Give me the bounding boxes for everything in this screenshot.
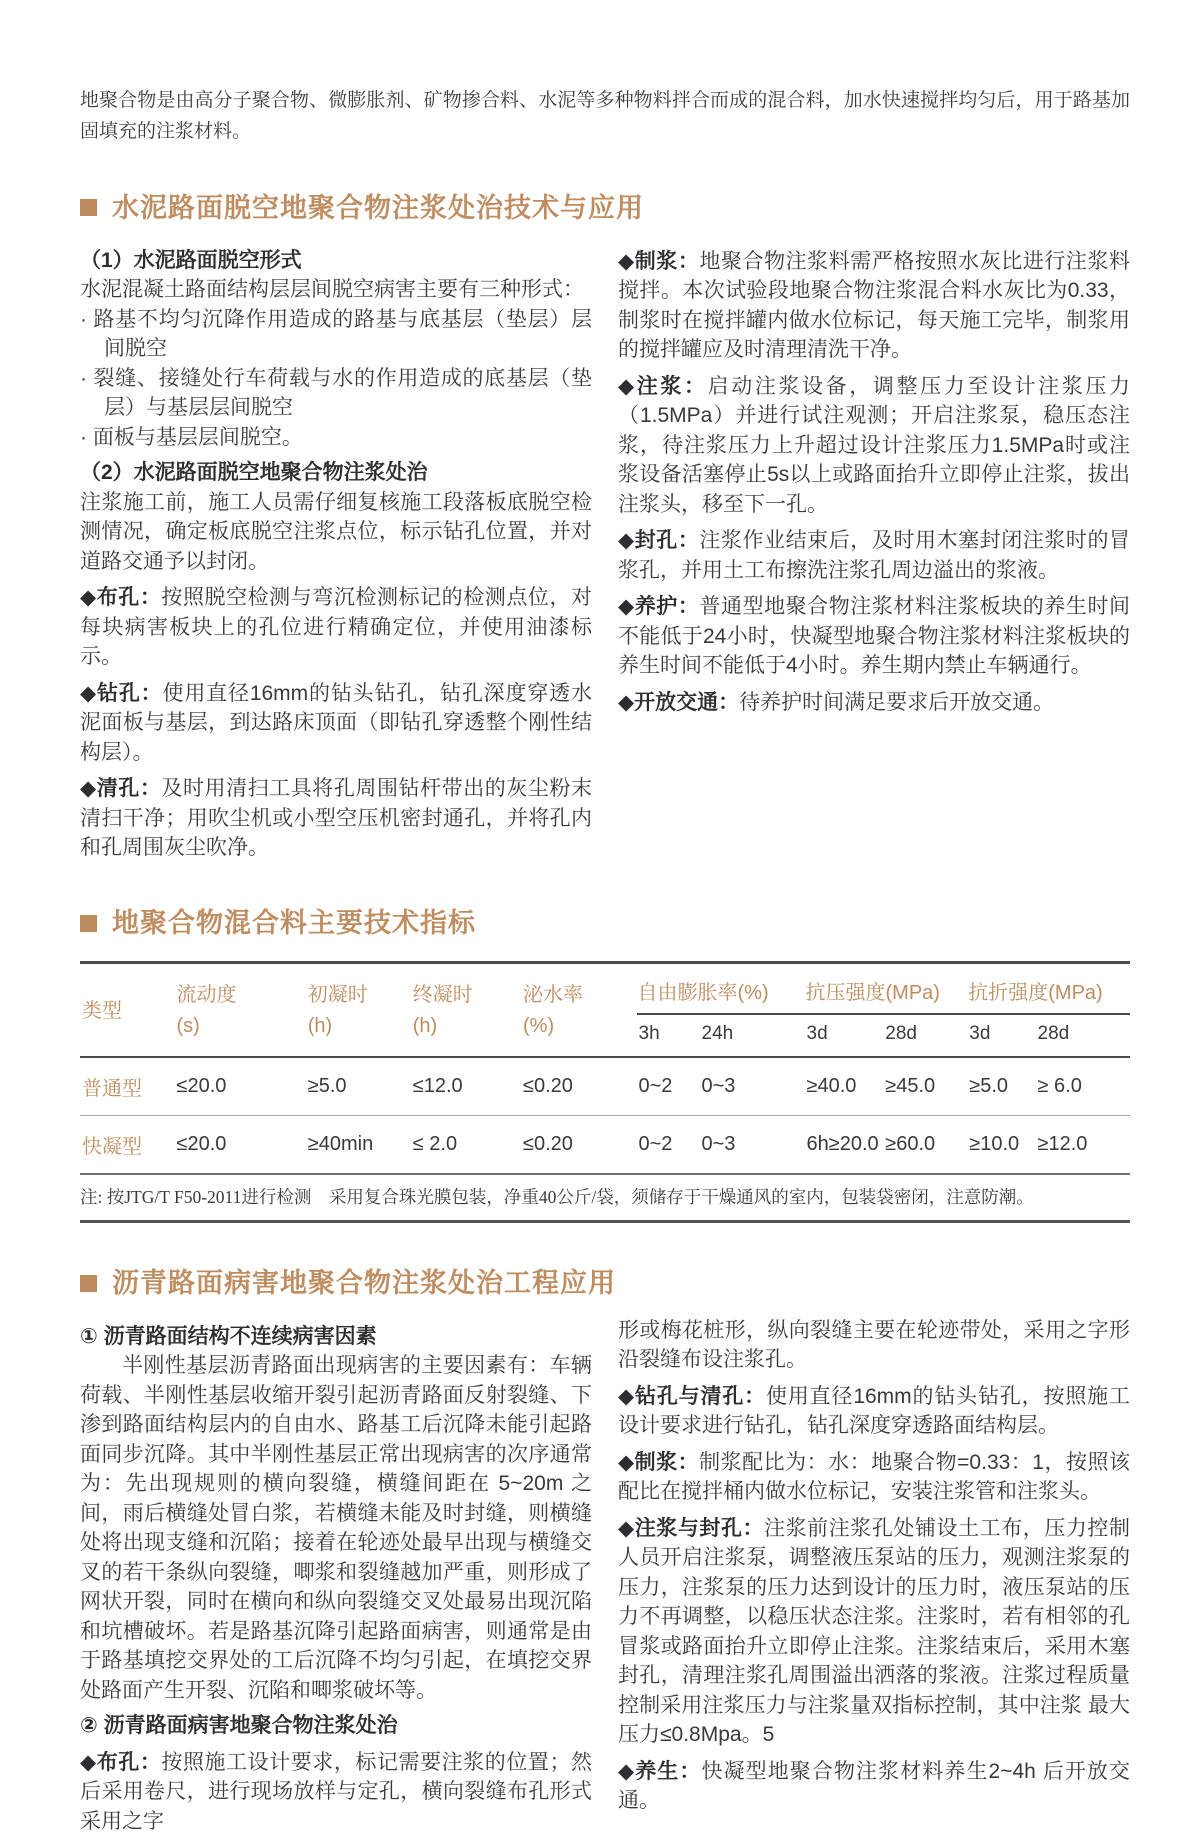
table-sub-header: 28d — [1037, 1023, 1070, 1045]
step-label: ◆钻孔与清孔： — [618, 1384, 766, 1408]
table-cell: ≥12.0 — [1037, 1133, 1088, 1156]
table-column-header: 初凝时 (h) — [307, 984, 368, 1038]
step-block: ◆制浆：制浆配比为：水：地聚合物=0.33：1，按照该配比在搅拌桶内做水位标记，安装注浆管和注浆头。 — [618, 1450, 1130, 1504]
step-block: ◆钻孔：使用直径16mm的钻头钻孔，钻孔深度穿透水泥面板与基层，到达路床顶面（即钻孔穿透整个刚性结构层）。 — [80, 681, 592, 764]
spec-table-head — [80, 963, 1130, 1058]
step-label: ◆制浆： — [618, 1450, 700, 1474]
table-group-header: 抗压强度(MPa) — [805, 963, 968, 1015]
numhead-block: ① 沥青路面结构不连续病害因素 — [80, 1324, 377, 1348]
step-block: ◆清孔：及时用清扫工具将孔周围钻杆带出的灰尘粉末清扫干净；用吹尘机或小型空压机密封通孔，并将孔内和孔周围灰尘吹净。 — [80, 777, 592, 860]
table-row — [80, 1057, 1130, 1116]
table-sub-header: 28d — [885, 1023, 917, 1045]
step-block: ◆注浆与封孔：注浆前注浆孔处铺设土工布，压力控制人员开启注浆泵，调整液压泵站的压力，观测注浆泵的压力，注浆泵的压力达到设计的压力时，液压泵站的压力不再调整，以稳压状态注浆。注浆时，若有相邻的孔冒浆或路面抬升立即停止注浆。注浆结束后，采用木塞封孔，清理注浆孔周围溢出洒落的浆液。注浆过程质量控制采用注浆压力与注浆量双指标控制，其中注浆 最大压力≤0.8Mpa。5 — [618, 1516, 1130, 1747]
step-label: ◆注浆： — [618, 374, 708, 398]
table-row-label: 快凝型 — [82, 1136, 142, 1159]
subhead-block: （1）水泥路面脱空形式 — [80, 248, 302, 272]
section3-title — [80, 1267, 1130, 1299]
table-cell: ≤20.0 — [176, 1133, 227, 1156]
table-cell: ≤0.20 — [523, 1133, 573, 1156]
section1-title — [80, 192, 1130, 224]
step-block: ◆布孔：按照脱空检测与弯沉检测标记的检测点位，对每块病害板块上的孔位进行精确定位，并使用油漆标示。 — [80, 586, 592, 669]
table-cell: ≥10.0 — [969, 1133, 1020, 1156]
table-column-header: 类型 — [82, 999, 122, 1022]
step-block: ◆养护：普通型地聚合物注浆材料注浆板块的养生时间不能低于24小时，快凝型地聚合物注浆材料注浆板块的养生时间不能低于4小时。养生期内禁止车辆通行。 — [618, 595, 1130, 678]
table-cell: 0~3 — [701, 1075, 736, 1098]
step-label: ◆开放交通： — [618, 690, 740, 714]
bullet-block: · 路基不均匀沉降作用造成的路基与底基层（垫层）层间脱空 — [80, 307, 592, 361]
section-marker-square-icon — [80, 199, 97, 216]
table-sub-header: 24h — [701, 1023, 734, 1045]
step-block: ◆制浆：地聚合物注浆料需严格按照水灰比进行注浆料搅拌。本次试验段地聚合物注浆混合料水灰比为0.33，制浆时在搅拌罐内做水位标记，每天施工完毕，制浆用的搅拌罐应及时清理清洗干净。 — [618, 249, 1130, 362]
step-block: ◆布孔：按照施工设计要求，标记需要注浆的位置；然后采用卷尺，进行现场放样与定孔，横向裂缝布孔形式采用之字 — [80, 1750, 592, 1833]
section3-right-column — [618, 1316, 1130, 1836]
table-cell: 0~2 — [638, 1133, 673, 1156]
table-cell: ≤0.20 — [523, 1075, 573, 1098]
section3-columns — [80, 1316, 1130, 1836]
table-cell: ≤12.0 — [412, 1075, 463, 1098]
step-label: ◆钻孔： — [80, 681, 163, 705]
table-cell: ≤20.0 — [176, 1075, 227, 1098]
step-block: ◆封孔：注浆作业结束后，及时用木塞封闭注浆时的冒浆孔，并用土工布擦洗注浆孔周边溢出的浆液。 — [618, 529, 1130, 582]
table-cell: ≥45.0 — [885, 1075, 936, 1098]
section-marker-square-icon — [80, 915, 97, 932]
section1-left-column — [80, 240, 592, 863]
bullet-block: · 裂缝、接缝处行车荷载与水的作用造成的底基层（垫层）与基层层间脱空 — [80, 366, 592, 420]
section1-columns — [80, 240, 1130, 863]
table-group-header: 抗折强度(MPa) — [967, 963, 1130, 1015]
subhead-block: （2）水泥路面脱空地聚合物注浆处治 — [80, 461, 428, 485]
para-block: 水泥混凝土路面结构层层间脱空病害主要有三种形式： — [80, 278, 584, 302]
spec-table-body — [80, 1057, 1130, 1174]
step-block: ◆养生：快凝型地聚合物注浆材料养生2~4h 后开放交通。 — [618, 1759, 1130, 1813]
table-column-header: 终凝时 (h) — [412, 984, 473, 1038]
step-label: ◆清孔： — [80, 777, 162, 801]
table-column-header: 泌水率 (%) — [523, 984, 583, 1038]
table-cell: ≥40.0 — [806, 1075, 857, 1098]
step-label: ◆封孔： — [618, 529, 700, 553]
section2-title — [80, 907, 1130, 939]
step-block: ◆注浆：启动注浆设备，调整压力至设计注浆压力（1.5MPa）并进行试注观测；开启注浆泵，稳压态注浆，待注浆压力上升超过设计注浆压力1.5MPa时或注浆设备活塞停止5s以上或路面抬升立即停止注浆，拔出注浆头，移至下一孔。 — [618, 374, 1131, 516]
intro-paragraph: 地聚合物是由高分子聚合物、微膨胀剂、矿物掺合料、水泥等多种物料拌合而成的混合料，加水快速搅拌均匀后，用于路基加固填充的注浆材料。 — [80, 90, 1130, 142]
table-cell: ≥5.0 — [307, 1075, 347, 1098]
table-sub-header: 3d — [969, 1023, 991, 1045]
para-block: 形或梅花桩形，纵向裂缝主要在轮迹带处，采用之字形沿裂缝布设注浆孔。 — [618, 1318, 1130, 1372]
table-row — [80, 1116, 1130, 1175]
table-row-label: 普通型 — [82, 1078, 142, 1101]
step-label: ◆注浆与封孔： — [618, 1516, 765, 1540]
step-block: ◆钻孔与清孔：使用直径16mm的钻头钻孔，按照施工设计要求进行钻孔，钻孔深度穿透路面结构层。 — [618, 1384, 1130, 1438]
para-block: 注浆施工前，施工人员需仔细复核施工段落板底脱空检测情况，确定板底脱空注浆点位，标示钻孔位置，并对道路交通予以封闭。 — [80, 490, 592, 573]
table-cell: 6h≥20.0 — [806, 1133, 879, 1156]
table-note: 注: 按JTG/T F50-2011进行检测 采用复合珠光膜包装，净重40公斤/袋，须储存于干燥通风的室内，包装袋密闭，注意防潮。 — [80, 1175, 1130, 1223]
table-cell: 0~3 — [701, 1133, 736, 1156]
table-sub-header: 3h — [638, 1023, 660, 1045]
para-block: 半刚性基层沥青路面出现病害的主要因素有：车辆荷载、半刚性基层收缩开裂引起沥青路面反射裂缝、下渗到路面结构层内的自由水、路基工后沉降未能引起路面同步沉降。其中半刚性基层正常出现病害的次序通常为：先出现规则的横向裂缝，横缝间距在 5~20m 之间，雨后横缝处冒白浆，若横缝未能及时封缝，则横缝处将出现支缝和沉陷；接着在轮迹处最早出现与横缝交叉的若干条纵向裂缝，唧浆和裂缝越加严重，则形成了网状开裂，同时在横向和纵向裂缝交叉处最易出现沉陷和坑槽破坏。若是路基沉降引起路面病害，则通常是由于路基填挖交界处的工后沉降不均匀引起，在填挖交界处路面产生开裂、沉陷和唧浆破坏等。 — [80, 1354, 592, 1702]
bullet-block: · 面板与基层层间脱空。 — [80, 425, 303, 449]
spec-table — [80, 961, 1130, 1175]
section-marker-square-icon — [80, 1275, 97, 1292]
table-group-header: 自由膨胀率(%) — [637, 963, 805, 1015]
table-cell: ≥ 6.0 — [1037, 1075, 1082, 1098]
section3-title-text: 沥青路面病害地聚合物注浆处治工程应用 — [112, 1268, 616, 1299]
table-cell: ≥60.0 — [885, 1133, 936, 1156]
table-cell: 0~2 — [638, 1075, 673, 1098]
table-cell: ≥40min — [307, 1133, 374, 1156]
numhead-block: ② 沥青路面病害地聚合物注浆处治 — [80, 1714, 398, 1738]
table-column-header: 流动度 (s) — [176, 984, 237, 1038]
table-cell: ≥5.0 — [969, 1075, 1009, 1098]
step-label: ◆制浆： — [618, 249, 700, 273]
section2-title-text: 地聚合物混合料主要技术指标 — [112, 907, 476, 938]
section3-left-column — [80, 1316, 592, 1836]
table-sub-header: 3d — [806, 1023, 828, 1045]
step-block: ◆开放交通：待养护时间满足要求后开放交通。 — [618, 690, 1055, 714]
section1-right-column — [618, 240, 1130, 863]
section1-title-text: 水泥路面脱空地聚合物注浆处治技术与应用 — [112, 192, 644, 223]
step-label: ◆布孔： — [80, 586, 162, 610]
step-label: ◆布孔： — [80, 1750, 162, 1774]
table-cell: ≤ 2.0 — [412, 1133, 458, 1156]
step-label: ◆养生： — [618, 1759, 702, 1783]
step-label: ◆养护： — [618, 595, 700, 619]
